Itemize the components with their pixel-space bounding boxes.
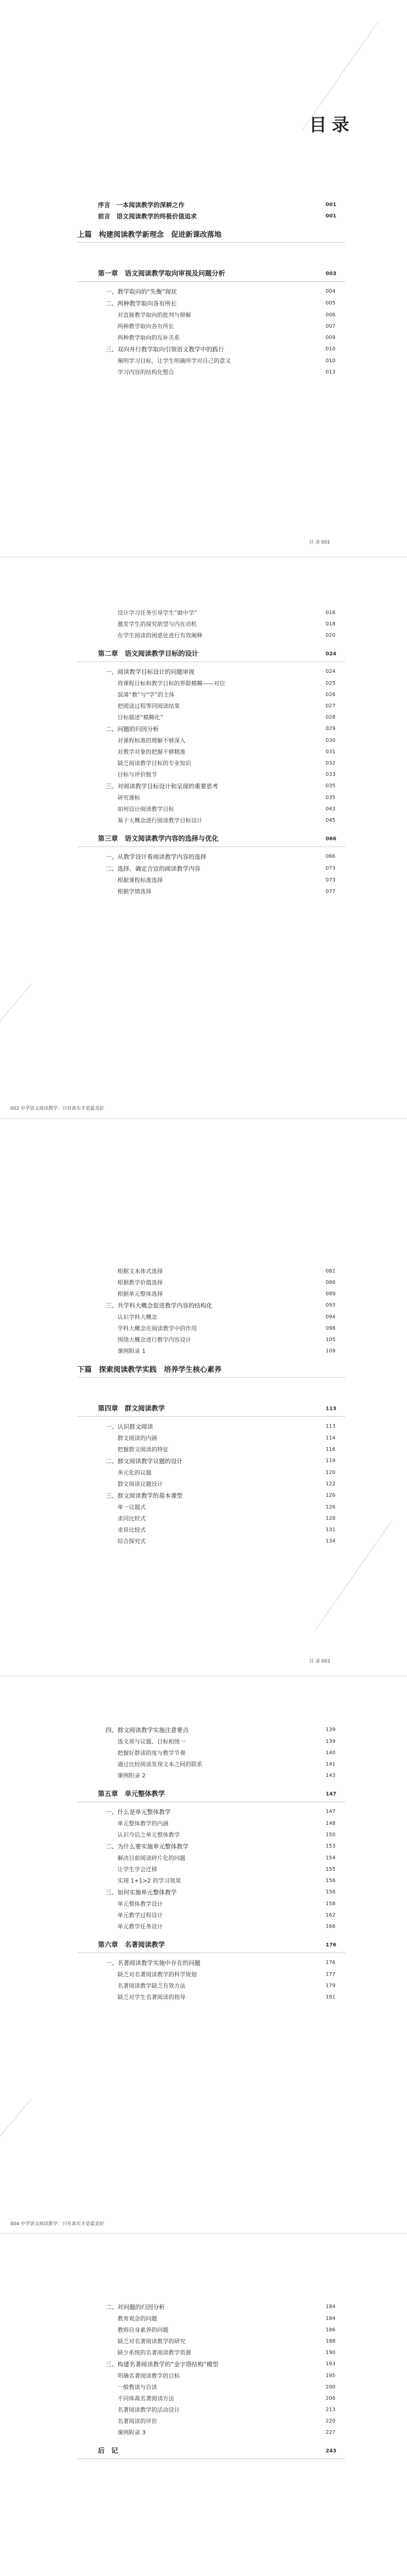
toc-entry-label: 根据学情选择 — [117, 888, 151, 895]
toc-entry-label: 二、选择、确定合宜的阅读教学内容 — [106, 865, 200, 872]
toc-entry-label: 三、群文阅读教学的基本课型 — [106, 1492, 183, 1499]
toc-entry-page-number: 089 — [326, 1291, 336, 1297]
toc-entry-page-number: 032 — [326, 760, 336, 766]
toc-subsection[interactable] — [0, 1820, 407, 1828]
toc-entry-page-number: 109 — [326, 1348, 336, 1354]
toc-entry-label: 两种教学取向各有所长 — [117, 323, 174, 330]
toc-chapter[interactable] — [0, 270, 407, 278]
toc-entry-page-number: 105 — [326, 1337, 336, 1343]
toc-entry-label: 第四章 群文阅读教学 — [98, 1405, 165, 1413]
toc-entry-page-number: 186 — [326, 2327, 336, 2333]
toc-entry-label: 目标描述“模糊化” — [117, 714, 163, 721]
toc-entry-label: 二、群文阅读教学议题的设计 — [106, 1458, 183, 1465]
toc-page — [0, 557, 407, 1118]
toc-section[interactable] — [0, 853, 407, 861]
toc-entry-label: 阐明学习目标，让学生明确所学对自己的意义 — [117, 358, 231, 364]
toc-section[interactable] — [0, 287, 407, 296]
toc-entry-label: 把阅读过程等同阅读结果 — [117, 703, 180, 709]
toc-entry-page-number: 139 — [326, 1727, 336, 1733]
toc-entry-label: 单元教学过程设计 — [117, 1912, 163, 1919]
toc-subsection[interactable] — [0, 680, 407, 688]
toc-subsection[interactable] — [0, 2395, 407, 2403]
toc-subsection[interactable] — [0, 1526, 407, 1534]
toc-chapter[interactable] — [0, 835, 407, 843]
toc-subsection[interactable] — [0, 771, 407, 779]
toc-subsection[interactable] — [0, 357, 407, 365]
section-divider — [77, 1416, 345, 1417]
toc-subsection[interactable] — [0, 888, 407, 896]
toc-entry-label: 设计学习任务引导学生“做中学” — [117, 609, 197, 616]
toc-entry-page-number: 176 — [326, 1942, 336, 1948]
toc-entry-label: 三、双向并行教学取向引领语文教学中的践行 — [106, 346, 224, 353]
toc-part-heading[interactable] — [0, 1366, 407, 1374]
toc-subsection[interactable] — [0, 714, 407, 722]
toc-entry-page-number: 147 — [326, 1809, 336, 1815]
toc-entry-page-number: 082 — [326, 1268, 336, 1274]
toc-subsection[interactable] — [0, 805, 407, 814]
toc-entry-label: 在学生阅读的困惑处进行有效阐释 — [117, 632, 202, 639]
toc-chapter[interactable] — [0, 212, 407, 221]
toc-subsection[interactable] — [0, 1434, 407, 1443]
toc-subsection[interactable] — [0, 334, 407, 342]
toc-entry-page-number: 029 — [326, 726, 336, 732]
toc-entry-page-number: 073 — [326, 877, 336, 883]
toc-subsection[interactable] — [0, 876, 407, 885]
toc-entry-page-number: 150 — [326, 1832, 336, 1838]
toc-subsection[interactable] — [0, 620, 407, 629]
toc-subsection[interactable] — [0, 1347, 407, 1355]
toc-entry-page-number: 027 — [326, 703, 336, 709]
toc-subsection[interactable] — [0, 817, 407, 825]
toc-entry-page-number: 131 — [326, 1527, 336, 1533]
toc-entry-label: 群文阅读议题设计 — [117, 1481, 163, 1487]
toc-entry-page-number: 227 — [326, 2430, 336, 2435]
toc-section[interactable] — [0, 1842, 407, 1851]
toc-entry-page-number: 004 — [326, 289, 336, 294]
toc-entry-label: 课例附录 2 — [117, 1772, 146, 1779]
toc-entry-label: 根据单元整体选择 — [117, 1291, 163, 1297]
toc-entry-label: 第三章 语文阅读教学内容的选择与优化 — [98, 835, 219, 843]
toc-chapter[interactable] — [0, 1790, 407, 1799]
toc-entry-page-number: 033 — [326, 772, 336, 777]
toc-entry-page-number: 025 — [326, 681, 336, 686]
toc-entry-page-number: 126 — [326, 1493, 336, 1498]
toc-section[interactable] — [0, 1959, 407, 1967]
toc-subsection[interactable] — [0, 1854, 407, 1862]
toc-section[interactable] — [0, 345, 407, 353]
toc-subsection[interactable] — [0, 2383, 407, 2392]
toc-entry-label: 前言 语文阅读教学的终极价值追求 — [98, 213, 197, 220]
toc-entry-page-number: 188 — [326, 2338, 336, 2344]
toc-entry-page-number: 010 — [326, 358, 336, 364]
toc-entry-label: 缺乏对学生名著阅读的指导 — [117, 1994, 185, 2001]
toc-entry-label: 单元教学任务设计 — [117, 1923, 163, 1930]
toc-part-heading[interactable] — [0, 231, 407, 239]
toc-subsection[interactable] — [0, 1537, 407, 1546]
toc-entry-page-number: 220 — [326, 2418, 336, 2424]
toc-entry-label: 对教学对象的把握不够精准 — [117, 749, 185, 755]
toc-subsection[interactable] — [0, 1279, 407, 1287]
toc-subsection[interactable] — [0, 691, 407, 699]
toc-subsection[interactable] — [0, 2315, 407, 2323]
toc-entry-label: 上篇 构建阅读教学新理念 促进新课改落地 — [77, 231, 222, 239]
toc-entry-label: 缺少系统的名著阅读教学资源 — [117, 2349, 191, 2356]
toc-chapter[interactable] — [0, 201, 407, 209]
toc-entry-page-number: 003 — [326, 271, 336, 277]
toc-entry-page-number: 134 — [326, 1538, 336, 1544]
toc-entry-label: 缺乏对名著阅读教学的研究 — [117, 2338, 185, 2345]
toc-entry-label: 三、构建名著阅读教学的“金字塔结构”模型 — [106, 2361, 218, 2368]
toc-entry-label: 教育观念的问题 — [117, 2315, 157, 2322]
toc-entry-page-number: 179 — [326, 1983, 336, 1989]
toc-entry-page-number: 140 — [326, 1750, 336, 1756]
section-divider — [77, 846, 345, 847]
toc-subsection[interactable] — [0, 311, 407, 319]
toc-entry-page-number: 007 — [326, 324, 336, 329]
toc-page — [0, 1676, 407, 2233]
toc-subsection[interactable] — [0, 737, 407, 745]
toc-entry-page-number: 098 — [326, 1326, 336, 1331]
toc-entry-page-number: 147 — [326, 1791, 336, 1797]
toc-section[interactable] — [0, 782, 407, 790]
toc-entry-page-number: 066 — [326, 836, 336, 842]
toc-subsection[interactable] — [0, 1267, 407, 1276]
toc-entry-page-number: 113 — [326, 1406, 336, 1412]
toc-subsection[interactable] — [0, 1866, 407, 1874]
toc-entry-label: 两种教学取向的互补关系 — [117, 334, 180, 341]
toc-subsection[interactable] — [0, 2406, 407, 2414]
toc-entry-page-number: 141 — [326, 1761, 336, 1767]
toc-entry-page-number: 024 — [326, 651, 336, 657]
toc-entry-label: 求异比较式 — [117, 1527, 146, 1533]
toc-entry-page-number: 026 — [326, 692, 336, 698]
toc-entry-label: 综合探究式 — [117, 1538, 146, 1545]
toc-subsection[interactable] — [0, 1469, 407, 1477]
toc-entry-label: 名著阅读的评价 — [117, 2418, 157, 2425]
toc-subsection[interactable] — [0, 2372, 407, 2380]
toc-subsection[interactable] — [0, 1480, 407, 1488]
toc-entry-page-number: 158 — [326, 1889, 336, 1895]
toc-section[interactable] — [0, 725, 407, 733]
toc-entry-page-number: 018 — [326, 621, 336, 627]
toc-entry-page-number: 177 — [326, 1972, 336, 1977]
toc-entry-label: 缺乏对名著阅读教学的科学规划 — [117, 1971, 197, 1978]
toc-entry-page-number: 028 — [326, 715, 336, 720]
toc-entry-page-number: 154 — [326, 1855, 336, 1861]
toc-entry-page-number: 020 — [326, 633, 336, 638]
toc-entry-label: 将课程目标和教学目标的界限模糊——对位 — [117, 680, 225, 687]
toc-entry-label: 多元化的议题 — [117, 1469, 151, 1476]
toc-entry-page-number: 126 — [326, 1504, 336, 1510]
toc-entry-page-number: 013 — [326, 369, 336, 375]
toc-entry-label: 课例附录 3 — [117, 2429, 146, 2436]
toc-entry-label: 教师自身素养的问题 — [117, 2327, 168, 2333]
toc-entry-label: 对直接教学取向的批判与辩解 — [117, 312, 191, 318]
toc-entry-page-number: 114 — [326, 1435, 336, 1441]
toc-entry-label: 第一章 语文阅读教学取向审视及问题分析 — [98, 270, 226, 278]
toc-subsection[interactable] — [0, 2337, 407, 2346]
toc-entry-page-number: 045 — [326, 818, 336, 823]
toc-chapter[interactable] — [0, 2447, 407, 2455]
toc-subsection[interactable] — [0, 794, 407, 802]
toc-entry-label: 把握群文阅读的特征 — [117, 1446, 168, 1453]
toc-entry-label: 围绕大概念进行教学内容设计 — [117, 1336, 191, 1343]
toc-entry-page-number: 010 — [326, 346, 336, 352]
toc-entry-page-number: 094 — [326, 1314, 336, 1320]
toc-entry-page-number: 119 — [326, 1458, 336, 1464]
toc-subsection[interactable] — [0, 759, 407, 768]
toc-entry-label: 明确名著阅读教学的目标 — [117, 2372, 180, 2379]
toc-entry-page-number: 143 — [326, 1773, 336, 1778]
toc-entry-page-number: 086 — [326, 1280, 336, 1285]
section-divider — [77, 1377, 345, 1378]
toc-entry-page-number: 184 — [326, 2316, 336, 2321]
toc-entry-page-number: 031 — [326, 749, 336, 755]
toc-entry-label: 混淆“教”与“学”的主体 — [117, 691, 175, 698]
toc-entry-page-number: 156 — [326, 1878, 336, 1884]
toc-subsection[interactable] — [0, 2417, 407, 2426]
toc-section[interactable] — [0, 1808, 407, 1816]
toc-entry-label: 名著阅读教学的活动设计 — [117, 2406, 180, 2413]
toc-entry-label: 基于大概念进行阅读教学目标设计 — [117, 817, 202, 824]
toc-entry-label: 不同体裁名著阅读方法 — [117, 2395, 174, 2402]
toc-entry-page-number: 176 — [326, 1960, 336, 1965]
toc-entry-label: 第六章 名著阅读教学 — [98, 1941, 165, 1949]
toc-entry-label: 单元整体教学的内涵 — [117, 1820, 168, 1827]
toc-subsection[interactable] — [0, 1772, 407, 1780]
toc-entry-label: 四、群文阅读教学实施注意要点 — [106, 1726, 189, 1734]
toc-entry-page-number: 001 — [326, 213, 336, 219]
toc-section[interactable] — [0, 1726, 407, 1734]
toc-entry-page-number: 043 — [326, 806, 336, 812]
page-footer: 目 录 001 — [309, 540, 330, 545]
toc-entry-label: 认识今后之单元整体教学 — [117, 1832, 180, 1838]
toc-section[interactable] — [0, 1492, 407, 1500]
toc-subsection[interactable] — [0, 1738, 407, 1746]
toc-subsection[interactable] — [0, 702, 407, 710]
toc-entry-page-number: 030 — [326, 738, 336, 743]
toc-entry-page-number: 120 — [326, 1470, 336, 1476]
toc-entry-label: 名著阅读教学缺乏有效方法 — [117, 1982, 185, 1989]
toc-entry-label: 第五章 单元整体教学 — [98, 1790, 165, 1798]
toc-subsection[interactable] — [0, 1749, 407, 1757]
toc-subsection[interactable] — [0, 1900, 407, 1908]
toc-entry-label: 根据教学价值选择 — [117, 1279, 163, 1286]
toc-subsection[interactable] — [0, 1877, 407, 1885]
toc-entry-page-number: 016 — [326, 610, 336, 616]
toc-entry-page-number: 005 — [326, 300, 336, 306]
decorative-diagonal-line — [0, 2099, 31, 2194]
toc-entry-label: 认识学科大概念 — [117, 1314, 157, 1320]
toc-entry-label: 单一议题式 — [117, 1504, 146, 1511]
toc-entry-label: 求同比较式 — [117, 1515, 146, 1522]
toc-entry-label: 激发学生的探究欲望与内在动机 — [117, 621, 197, 628]
section-divider — [77, 242, 345, 243]
toc-subsection[interactable] — [0, 1993, 407, 2002]
toc-subsection[interactable] — [0, 748, 407, 756]
toc-entry-label: 对课程标准的理解不够深入 — [117, 737, 185, 744]
page-title: 目录 — [309, 115, 354, 135]
toc-entry-label: 课例附录 1 — [117, 1348, 146, 1354]
toc-entry-label: 第二章 语文阅读教学目标的设计 — [98, 650, 199, 658]
toc-entry-page-number: 077 — [326, 889, 336, 894]
toc-section[interactable] — [0, 865, 407, 873]
toc-entry-label: 一、认识群文阅读 — [106, 1423, 153, 1430]
toc-entry-label: 二、两种教学取向各有所长 — [106, 300, 177, 307]
toc-entry-label: 一、从教学设计看阅读教学内容的选择 — [106, 853, 207, 860]
toc-entry-label: 学习内容的结构化整合 — [117, 369, 174, 376]
page-footer: 002 中学语文阅读教学：只有真实才是最美好 — [10, 1106, 105, 1111]
toc-subsection[interactable] — [0, 632, 407, 640]
toc-entry-page-number: 006 — [326, 312, 336, 318]
toc-subsection[interactable] — [0, 1503, 407, 1512]
toc-subsection[interactable] — [0, 368, 407, 377]
toc-entry-label: 根据课程标准选择 — [117, 877, 163, 884]
toc-entry-page-number: 139 — [326, 1739, 336, 1744]
toc-subsection[interactable] — [0, 1446, 407, 1454]
page-footer: 目 录 003 — [309, 1659, 330, 1664]
toc-subsection[interactable] — [0, 2349, 407, 2357]
toc-subsection[interactable] — [0, 323, 407, 331]
toc-page — [0, 2234, 407, 2576]
toc-entry-label: 缺乏阅读教学目标的专业知识 — [117, 760, 191, 767]
toc-entry-page-number: 009 — [326, 335, 336, 341]
toc-entry-page-number: 148 — [326, 1821, 336, 1826]
toc-entry-label: 一、什么是单元整体教学 — [106, 1808, 171, 1816]
toc-entry-label: 三、共学科大概念促进教学内容的结构化 — [106, 1302, 212, 1309]
toc-entry-label: 选文须与议题、目标相统一 — [117, 1738, 185, 1745]
toc-entry-page-number: 035 — [326, 795, 336, 801]
toc-entry-page-number: 193 — [326, 2361, 336, 2367]
toc-entry-label: 根据文本体式选择 — [117, 1268, 163, 1275]
toc-entry-label: 通过比较阅读发现文本之间的联系 — [117, 1761, 202, 1768]
toc-subsection[interactable] — [0, 2429, 407, 2437]
toc-entry-page-number: 213 — [326, 2407, 336, 2413]
toc-entry-page-number: 166 — [326, 1924, 336, 1929]
toc-entry-page-number: 073 — [326, 866, 336, 871]
toc-entry-label: 解决目前阅读碎片化的问题 — [117, 1855, 185, 1861]
toc-entry-page-number: 066 — [326, 854, 336, 859]
toc-entry-label: 二、对问题的归因分析 — [106, 2303, 165, 2311]
toc-entry-page-number: 184 — [326, 2304, 336, 2310]
toc-entry-page-number: 158 — [326, 1901, 336, 1907]
toc-subsection[interactable] — [0, 1325, 407, 1333]
toc-page — [0, 1119, 407, 1675]
toc-subsection[interactable] — [0, 1290, 407, 1298]
toc-entry-label: 群文阅读的内涵 — [117, 1435, 157, 1442]
toc-entry-label: 研究课标 — [117, 794, 140, 801]
toc-section[interactable] — [0, 1422, 407, 1431]
toc-entry-label: 把握好群读的度与教学节奏 — [117, 1750, 185, 1756]
toc-entry-page-number: 113 — [326, 1423, 336, 1429]
toc-entry-label: 一、阅读教学目标设计的问题审视 — [106, 668, 195, 675]
toc-section[interactable] — [0, 299, 407, 308]
toc-entry-label: 二、为什么要实施单元整体教学 — [106, 1843, 189, 1850]
toc-entry-page-number: 243 — [326, 2448, 336, 2454]
toc-entry-page-number: 190 — [326, 2350, 336, 2355]
toc-subsection[interactable] — [0, 2326, 407, 2334]
toc-subsection[interactable] — [0, 1336, 407, 1344]
toc-section[interactable] — [0, 668, 407, 676]
toc-chapter[interactable] — [0, 650, 407, 658]
toc-entry-page-number: 181 — [326, 1994, 336, 2000]
toc-entry-page-number: 035 — [326, 783, 336, 789]
toc-subsection[interactable] — [0, 1831, 407, 1839]
toc-entry-label: 三、对阅读教学目标设计和呈现的重要思考 — [106, 783, 218, 790]
toc-entry-label: 一般教读与自读 — [117, 2384, 157, 2391]
toc-entry-page-number: 206 — [326, 2396, 336, 2401]
toc-subsection[interactable] — [0, 1313, 407, 1321]
toc-entry-label: 一、名著阅读教学实施中存在的问题 — [106, 1959, 200, 1967]
decorative-diagonal-line — [0, 984, 31, 1079]
toc-entry-page-number: 128 — [326, 1516, 336, 1521]
page-footer: 004 中学语文阅读教学：只有真实才是最美好 — [10, 2222, 105, 2227]
section-divider — [77, 281, 345, 282]
toc-entry-label: 如何设计阅读教学目标 — [117, 806, 174, 812]
toc-entry-label: 二、问题的归因分析 — [106, 725, 159, 733]
toc-entry-label: 序言 一本阅读教学的深耕之作 — [98, 201, 185, 209]
toc-section[interactable] — [0, 1457, 407, 1465]
toc-entry-page-number: 024 — [326, 669, 336, 674]
toc-entry-label: 实现 1+1>2 的学习效果 — [117, 1877, 181, 1884]
toc-entry-page-number: 116 — [326, 1447, 336, 1452]
toc-section[interactable] — [0, 2360, 407, 2368]
toc-entry-page-number: 155 — [326, 1867, 336, 1872]
toc-entry-label: 三、如何实施单元整体教学 — [106, 1889, 177, 1896]
toc-subsection[interactable] — [0, 1982, 407, 1990]
toc-entry-label: 单元整体教学设计 — [117, 1901, 163, 1907]
toc-entry-label: 一、教学取向的“失衡”现状 — [106, 288, 177, 295]
toc-entry-page-number: 093 — [326, 1302, 336, 1308]
toc-chapter[interactable] — [0, 1405, 407, 1413]
toc-entry-page-number: 162 — [326, 1912, 336, 1918]
toc-subsection[interactable] — [0, 609, 407, 617]
toc-subsection[interactable] — [0, 1515, 407, 1523]
toc-entry-page-number: 153 — [326, 1843, 336, 1849]
toc-section[interactable] — [0, 1301, 407, 1310]
toc-entry-label: 学科大概念在阅读教学中的作用 — [117, 1325, 197, 1332]
toc-subsection[interactable] — [0, 1911, 407, 1920]
toc-entry-label: 下篇 探索阅读教学实践 培养学生核心素养 — [77, 1366, 222, 1374]
toc-entry-page-number: 122 — [326, 1481, 336, 1487]
toc-entry-page-number: 195 — [326, 2373, 336, 2379]
toc-entry-page-number: 001 — [326, 202, 336, 208]
toc-entry-label: 目标与评价脱节 — [117, 771, 157, 778]
toc-chapter[interactable] — [0, 1941, 407, 1950]
toc-section[interactable] — [0, 1888, 407, 1896]
toc-section[interactable] — [0, 2303, 407, 2311]
toc-subsection[interactable] — [0, 1923, 407, 1931]
toc-subsection[interactable] — [0, 1971, 407, 1979]
toc-entry-label: 让学生学会迁移 — [117, 1866, 157, 1873]
toc-subsection[interactable] — [0, 1760, 407, 1769]
toc-entry-label: 后 记 — [98, 2447, 118, 2455]
toc-page — [0, 0, 407, 556]
toc-entry-page-number: 200 — [326, 2384, 336, 2390]
